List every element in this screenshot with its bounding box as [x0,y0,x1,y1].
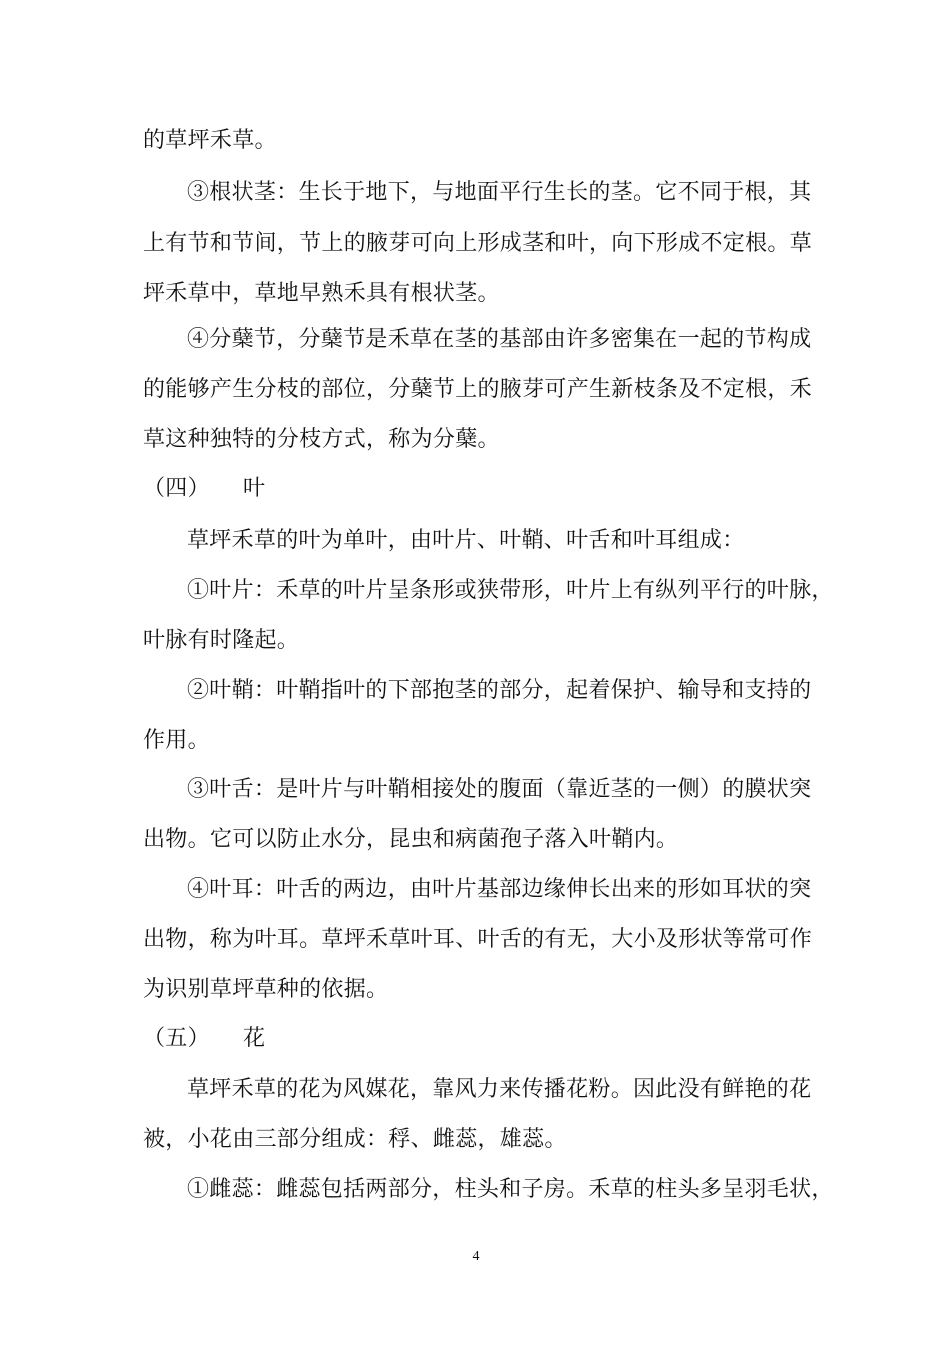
text-line: ③叶舌：是叶片与叶鞘相接处的腹面（靠近茎的一侧）的膜状突 [187,777,812,802]
text-line: 出物。它可以防止水分，昆虫和病菌孢子落入叶鞘内。 [143,827,679,852]
text-line: 作用。 [143,728,210,753]
section-title: 叶 [243,476,266,501]
text-line: 出物，称为叶耳。草坪禾草叶耳、叶舌的有无，大小及形状等常可作 [143,927,813,952]
section-heading [143,476,265,502]
text-line: 草这种独特的分枝方式，称为分蘖。 [143,427,500,452]
text-line: 叶脉有时隆起。 [143,628,300,653]
section-number: （四） [143,476,210,501]
section-number: （五） [143,1026,210,1051]
text-line: ④叶耳：叶舌的两边，由叶片基部边缘伸长出来的形如耳状的突 [187,877,812,902]
text-line: 的草坪禾草。 [143,128,277,153]
text-line: ③根状茎：生长于地下，与地面平行生长的茎。它不同于根，其 [187,180,812,205]
text-line: ②叶鞘：叶鞘指叶的下部抱茎的部分，起着保护、输导和支持的 [187,678,812,703]
text-line: 为识别草坪草种的依据。 [143,977,389,1002]
text-line: ④分蘖节，分蘖节是禾草在茎的基部由许多密集在一起的节构成 [187,327,812,352]
text-line: ①叶片：禾草的叶片呈条形或狭带形，叶片上有纵列平行的叶脉， [187,578,834,603]
section-title: 花 [243,1026,266,1051]
text-line: 的能够产生分枝的部位，分蘖节上的腋芽可产生新枝条及不定根，禾 [143,377,813,402]
section-heading [143,1026,265,1052]
text-line: 被，小花由三部分组成：稃、雌蕊，雄蕊。 [143,1127,567,1152]
text-line: 坪禾草中，草地早熟禾具有根状茎。 [143,281,500,306]
page-number: 4 [472,1249,480,1264]
text-line: ①雌蕊：雌蕊包括两部分，柱头和子房。禾草的柱头多呈羽毛状， [187,1177,834,1202]
text-line: 上有节和节间，节上的腋芽可向上形成茎和叶，向下形成不定根。草 [143,231,813,256]
text-line: 草坪禾草的叶为单叶，由叶片、叶鞘、叶舌和叶耳组成： [187,528,745,553]
text-line: 草坪禾草的花为风媒花，靠风力来传播花粉。因此没有鲜艳的花 [187,1077,812,1102]
